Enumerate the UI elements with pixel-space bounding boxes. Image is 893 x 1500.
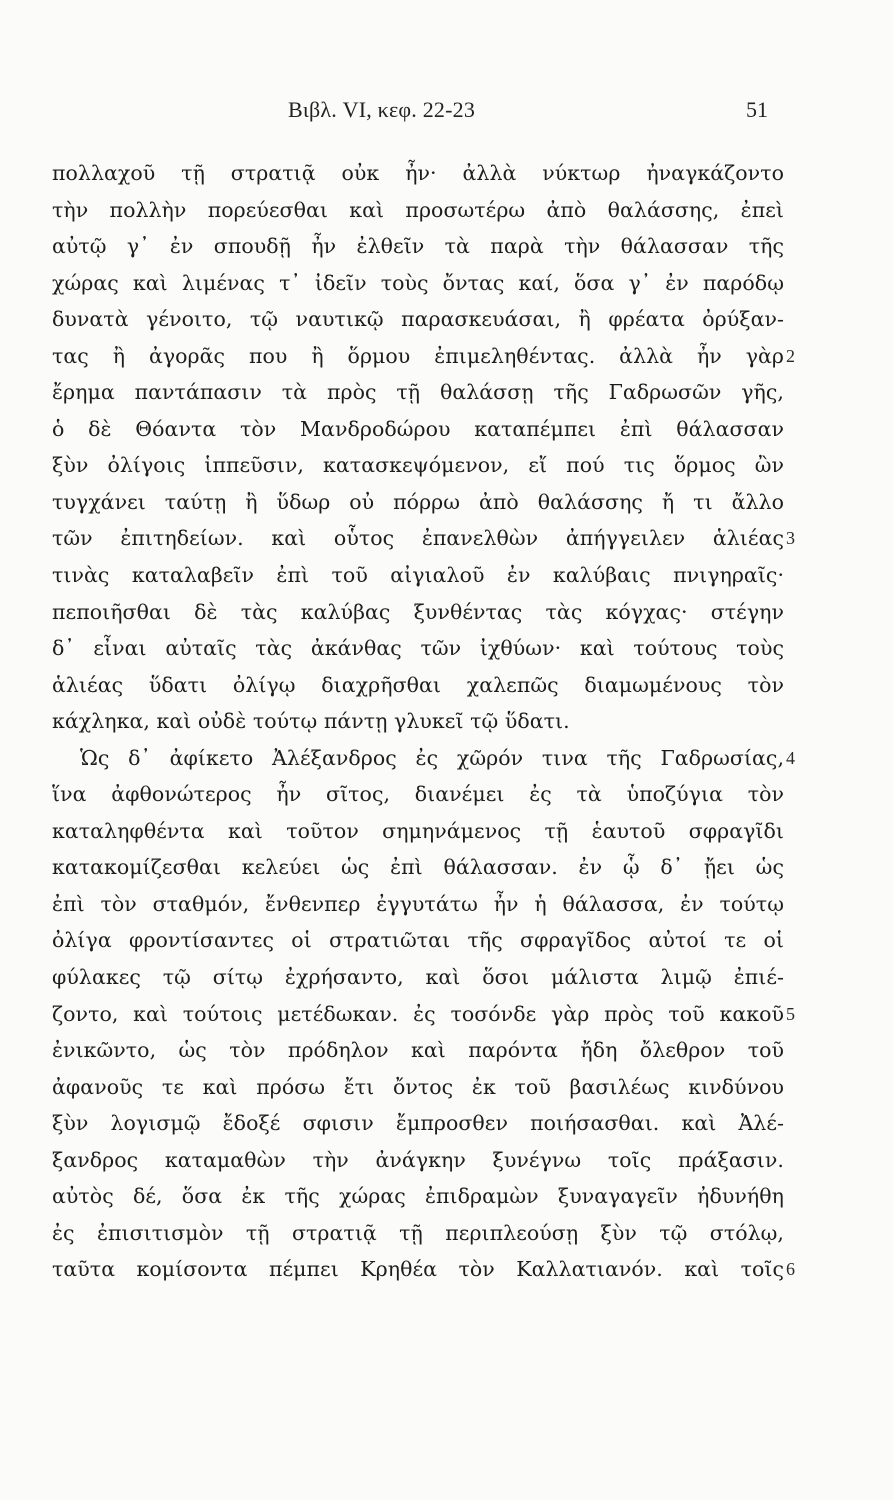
text-line: [52, 1178, 784, 1215]
text-line: [52, 447, 784, 484]
section-number: 3: [786, 528, 796, 549]
text-line-content: ἐς ἐπισιτισμὸν τῇ στρατιᾷ τῇ περιπλεούσῃ ξὺν τῷ στόλῳ,: [52, 1220, 784, 1245]
text-line-content: χώρας καὶ λιμένας τ᾽ ἰδεῖν τοὺς ὄντας καί, ὅσα γ᾽ ἐν παρόδῳ: [52, 270, 784, 295]
text-line: [52, 1142, 784, 1179]
section-number: 6: [786, 1259, 796, 1280]
text-line-content: πολλαχοῦ τῇ στρατιᾷ οὐκ ἦν· ἀλλὰ νύκτωρ ἠναγκάζοντο: [52, 161, 784, 185]
text-line-content: ξανδρος καταμαθὼν τὴν ἀνάγκην ξυνέγνω τοῖς πράξασιν.: [52, 1147, 784, 1172]
text-line-content: φύλακες τῷ σίτῳ ἐχρήσαντο, καὶ ὅσοι μάλιστα λιμῷ ἐπιέ-: [52, 965, 785, 990]
text-line-content: ξὺν λογισμῷ ἔδοξέ σφισιν ἔμπροσθεν ποιήσασθαι. καὶ Ἀλέ-: [52, 1111, 784, 1136]
text-line-content: ξὺν ὀλίγοις ἱππεῦσιν, κατασκεψόμενον, εἴ πού τις ὅρμος ὢν: [52, 453, 785, 478]
text-line: [52, 1069, 784, 1106]
text-line-content: ταῦτα κομίσοντα πέμπει Κρηθέα τὸν Καλλατιανόν. καὶ τοῖς: [52, 1257, 785, 1282]
text-line-content: κάχληκα, καὶ οὐδὲ τούτῳ πάντῃ γλυκεῖ τῷ ὕδατι.: [52, 709, 570, 734]
text-line: [52, 1251, 796, 1288]
text-line-content: καταληφθέντα καὶ τοῦτον σημηνάμενος τῇ ἑαυτοῦ σφραγῖδι: [52, 818, 785, 843]
text-line: [52, 922, 784, 959]
text-line: [52, 484, 784, 521]
text-line-content: αὐτῷ γ᾽ ἐν σπουδῇ ἦν ἐλθεῖν τὰ παρὰ τὴν θάλασσαν τῆς: [52, 234, 784, 259]
text-line: [52, 630, 784, 667]
text-line: [52, 338, 796, 375]
text-line-content: πεποιῆσθαι δὲ τὰς καλύβας ξυνθέντας τὰς κόγχας· στέγην: [52, 599, 784, 624]
text-line-content: Ὡς δ᾽ ἀφίκετο Ἀλέξανδρος ἐς χῶρόν τινα τῆς Γαδρωσίας,: [80, 745, 785, 770]
text-line: [52, 776, 784, 813]
section-number: 5: [786, 1003, 796, 1024]
text-line: [52, 996, 796, 1033]
text-line: [52, 740, 796, 777]
text-line-content: τὴν πολλὴν πορεύεσθαι καὶ προσωτέρω ἀπὸ θαλάσσης, ἐπεὶ: [52, 197, 784, 222]
text-line: [52, 813, 784, 850]
text-line-content: τῶν ἐπιτηδείων. καὶ οὗτος ἐπανελθὼν ἀπήγγειλεν ἁλιέας: [52, 526, 784, 551]
body-text: [52, 155, 796, 1288]
text-line: [52, 886, 784, 923]
text-line-content: τυγχάνει ταύτῃ ἢ ὕδωρ οὐ πόρρω ἀπὸ θαλάσσης ἤ τι ἄλλο: [52, 489, 784, 514]
text-line: [52, 374, 784, 411]
text-line: [52, 594, 784, 631]
text-line: [52, 667, 784, 704]
running-title: Βιβλ. VI, κεφ. 22-23: [288, 97, 476, 122]
text-line: [52, 155, 784, 192]
text-line-content: ἀφανοῦς τε καὶ πρόσω ἔτι ὄντος ἐκ τοῦ βασιλέως κινδύνου: [52, 1074, 784, 1099]
text-line: [52, 557, 784, 594]
text-line: [52, 265, 784, 302]
text-line-content: δ᾽ εἶναι αὐταῖς τὰς ἀκάνθας τῶν ἰχθύων· καὶ τούτους τοὺς: [52, 636, 784, 661]
text-line: [52, 703, 784, 740]
text-line: [52, 849, 784, 886]
text-line: [52, 1105, 784, 1142]
text-line-content: κατακομίζεσθαι κελεύει ὡς ἐπὶ θάλασσαν. ἐν ᾧ δ᾽ ᾔει ὡς: [52, 855, 784, 880]
text-line-content: δυνατὰ γένοιτο, τῷ ναυτικῷ παρασκευάσαι, ἢ φρέατα ὀρύξαν-: [52, 307, 784, 332]
page-number: 51: [746, 97, 768, 122]
text-line: [52, 301, 784, 338]
section-number: 2: [786, 345, 796, 366]
text-line-content: ἐνικῶντο, ὡς τὸν πρόδηλον καὶ παρόντα ἤδη ὄλεθρον τοῦ: [52, 1038, 784, 1063]
text-line: [52, 959, 784, 996]
text-line-content: ζοντο, καὶ τούτοις μετέδωκαν. ἐς τοσόνδε γὰρ πρὸς τοῦ κακοῦ: [52, 1001, 784, 1026]
text-line: [52, 411, 784, 448]
text-line-content: ὀλίγα φροντίσαντες οἱ στρατιῶται τῆς σφραγῖδος αὐτοί τε οἱ: [52, 928, 785, 953]
text-line-content: ὁ δὲ Θόαντα τὸν Μανδροδώρου καταπέμπει ἐπὶ θάλασσαν: [52, 416, 784, 441]
text-line: [52, 228, 784, 265]
text-line-content: ἐπὶ τὸν σταθμόν, ἔνθενπερ ἐγγυτάτω ἦν ἡ θάλασσα, ἐν τούτῳ: [52, 891, 784, 916]
text-line-content: ἁλιέας ὕδατι ὀλίγῳ διαχρῆσθαι χαλεπῶς διαμωμένους τὸν: [52, 672, 784, 697]
text-line: [52, 1215, 784, 1252]
section-number: 4: [786, 747, 796, 768]
text-line-content: αὐτὸς δέ, ὅσα ἐκ τῆς χώρας ἐπιδραμὼν ξυναγαγεῖν ἠδυνήθη: [52, 1184, 784, 1209]
text-line-content: τας ἢ ἀγορᾶς που ἢ ὅρμου ἐπιμεληθέντας. ἀλλὰ ἦν γὰρ: [52, 343, 784, 368]
text-line-content: ἔρημα παντάπασιν τὰ πρὸς τῇ θαλάσσῃ τῆς Γαδρωσῶν γῆς,: [52, 380, 784, 405]
text-line: [52, 192, 784, 229]
text-line-content: ἵνα ἀφθονώτερος ἦν σῖτος, διανέμει ἐς τὰ ὑποζύγια τὸν: [52, 782, 784, 807]
text-line: [52, 520, 796, 557]
text-line: [52, 1032, 784, 1069]
text-line-content: τινὰς καταλαβεῖν ἐπὶ τοῦ αἰγιαλοῦ ἐν καλύβαις πνιγηραῖς·: [52, 563, 785, 588]
running-head: [50, 97, 770, 127]
